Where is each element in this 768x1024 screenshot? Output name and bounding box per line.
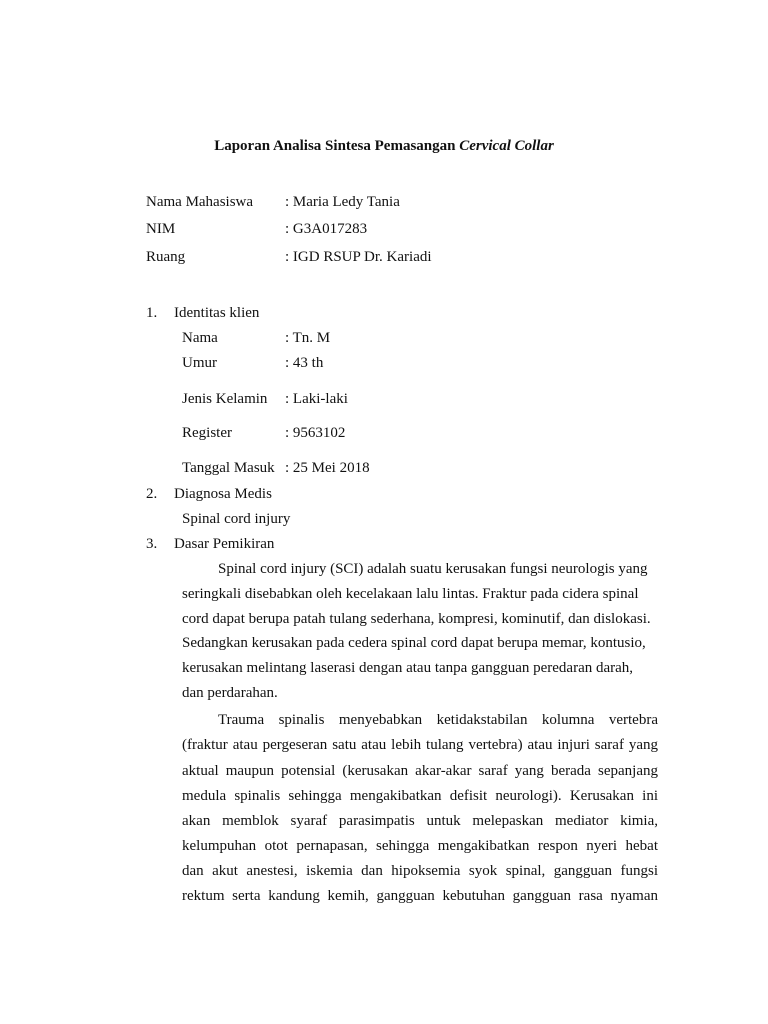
- section-2-number: 2.: [146, 486, 158, 502]
- paragraph-line: Sedangkan kerusakan pada cedera spinal cord dapat berupa memar, kontusio,: [182, 635, 646, 651]
- paragraph-line: seringkali disebabkan oleh kecelakaan lalu lintas. Fraktur pada cidera spinal: [182, 586, 639, 602]
- title-italic-text: Cervical Collar: [459, 138, 554, 154]
- paragraph-line: medula spinalis sehingga mengakibatkan defisit neurologi). Kerusakan ini: [182, 788, 658, 804]
- paragraph-line: kelumpuhan otot pernapasan, sehingga mengakibatkan respon nyeri hebat: [182, 838, 658, 854]
- paragraph-line: cord dapat berupa patah tulang sederhana, kompresi, kominutif, dan dislokasi.: [182, 611, 651, 627]
- paragraph-line: dan perdarahan.: [182, 685, 278, 701]
- section-2-heading: Diagnosa Medis: [174, 486, 272, 502]
- paragraph-line: rektum serta kandung kemih, gangguan kebutuhan gangguan rasa nyaman: [182, 888, 658, 904]
- paragraph-line: akan memblok syaraf parasimpatis untuk melepaskan mediator kimia,: [182, 813, 658, 829]
- paragraph-line: kerusakan melintang laserasi dengan atau tanpa gangguan peredaran darah,: [182, 660, 634, 676]
- student-name-label: Nama Mahasiswa: [146, 194, 254, 210]
- room-label: Ruang: [146, 249, 186, 265]
- document-title: [0, 137, 768, 155]
- client-gender-value: : Laki-laki: [285, 391, 348, 407]
- paragraph-line: (fraktur atau pergeseran satu atau lebih tulang vertebra) atau injuri saraf yang: [182, 737, 658, 753]
- paragraph-line: Trauma spinalis menyebabkan ketidakstabilan kolumna vertebra: [218, 712, 658, 728]
- section-3-number: 3.: [146, 536, 158, 552]
- paragraph-line: Spinal cord injury (SCI) adalah suatu kerusakan fungsi neurologis yang: [218, 561, 648, 577]
- client-name-value: : Tn. M: [285, 330, 331, 346]
- client-age-label: Umur: [182, 355, 217, 371]
- diagnosis-text: Spinal cord injury: [182, 511, 291, 527]
- student-name-value: : Maria Ledy Tania: [285, 194, 400, 210]
- client-register-value: : 9563102: [285, 425, 346, 441]
- nim-label: NIM: [146, 221, 176, 237]
- client-admission-value: : 25 Mei 2018: [285, 460, 370, 476]
- section-1-heading: Identitas klien: [174, 305, 260, 321]
- client-gender-label: Jenis Kelamin: [182, 391, 268, 407]
- client-admission-label: Tanggal Masuk: [182, 460, 275, 476]
- paragraph-line: aktual maupun potensial (kerusakan akar-akar saraf yang berada sepanjang: [182, 763, 658, 779]
- section-3-heading: Dasar Pemikiran: [174, 536, 275, 552]
- client-register-label: Register: [182, 425, 232, 441]
- client-age-value: : 43 th: [285, 355, 324, 371]
- nim-value: : G3A017283: [285, 221, 368, 237]
- title-text: Laporan Analisa Sintesa Pemasangan: [214, 138, 460, 154]
- paragraph-line: dan akut anestesi, iskemia dan hipoksemia syok spinal, gangguan fungsi: [182, 863, 658, 879]
- room-value: : IGD RSUP Dr. Kariadi: [285, 249, 432, 265]
- client-name-label: Nama: [182, 330, 218, 346]
- section-1-number: 1.: [146, 305, 158, 321]
